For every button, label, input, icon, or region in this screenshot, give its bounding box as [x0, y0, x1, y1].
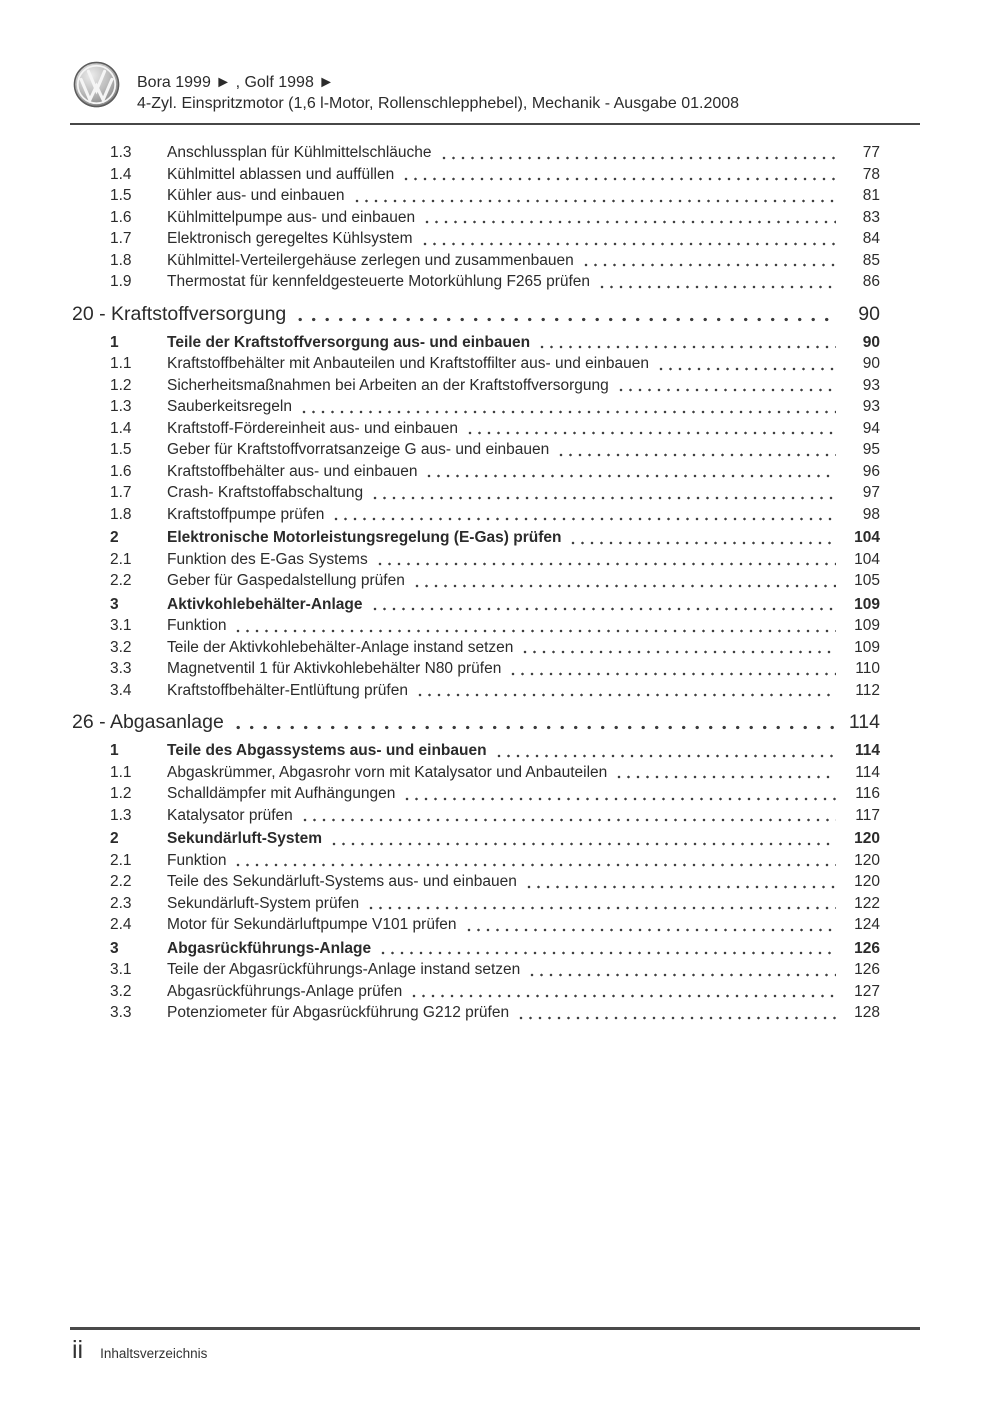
entry-page-number: 117: [855, 806, 880, 824]
dot-leader: [571, 541, 836, 545]
entry-page-number: 114: [855, 763, 880, 781]
dot-leader: [404, 177, 836, 181]
toc-entry: [72, 594, 920, 616]
toc-entry: [72, 482, 920, 504]
entry-page-number: 104: [854, 550, 880, 568]
entry-title: Kraftstoffbehälter-Entlüftung prüfen: [167, 681, 408, 699]
entry-number: 1.2: [110, 785, 132, 802]
entry-page-number: 109: [854, 638, 880, 656]
toc-entry: [72, 207, 920, 229]
entry-number: 1.2: [110, 376, 132, 394]
entry-title: Thermostat für kennfeldgesteuerte Motorkühlung F265 prüfen: [167, 273, 591, 290]
dot-leader: [559, 453, 836, 457]
toc-entry: [72, 850, 920, 872]
chapter-title: 20 - Kraftstoffversorgung: [72, 302, 287, 325]
dot-leader: [236, 629, 836, 633]
toc-entry: [72, 893, 920, 915]
entry-number: 3: [110, 595, 119, 613]
dot-leader: [236, 863, 836, 867]
entry-page-number: 120: [854, 851, 880, 869]
dot-leader: [497, 754, 836, 758]
entry-title: Abgaskrümmer, Abgasrohr vorn mit Katalysator und Anbauteilen: [167, 763, 608, 781]
entry-page-number: 96: [862, 462, 880, 480]
entry-page-number: 95: [862, 441, 880, 458]
dot-leader: [540, 345, 836, 349]
dot-leader: [378, 562, 836, 566]
dot-leader: [412, 994, 836, 998]
entry-title: Schalldämpfer mit Aufhängungen: [167, 785, 396, 802]
footer-page-number: ii: [72, 1336, 84, 1364]
chapter-page-number: 114: [848, 711, 880, 733]
entry-page-number: 104: [854, 529, 880, 546]
toc-entry: [72, 142, 920, 164]
entry-number: 1.1: [110, 355, 132, 372]
toc-entry: [72, 805, 920, 827]
entry-title: Kraftstoffbehälter aus- und einbauen: [167, 462, 418, 480]
entry-title: Abgasrückführungs-Anlage prüfen: [167, 982, 403, 1000]
dot-leader: [468, 431, 836, 435]
toc-entry: [72, 615, 920, 637]
entry-number: 1.1: [110, 763, 132, 781]
toc-entry: [72, 332, 920, 354]
entry-number: 3.1: [110, 617, 132, 634]
toc-chapter-heading: [72, 709, 920, 735]
entry-title: Abgasrückführungs-Anlage: [167, 939, 372, 957]
entry-number: 1.6: [110, 208, 132, 226]
entry-title: Kühlmittel ablassen und auffüllen: [167, 165, 395, 183]
toc-entry: [72, 740, 920, 762]
entry-page-number: 109: [854, 617, 880, 634]
entry-number: 1.7: [110, 230, 132, 247]
dot-leader: [373, 496, 836, 500]
toc-entry: [72, 828, 920, 850]
dot-leader: [617, 775, 836, 779]
dot-leader: [584, 263, 836, 267]
entry-page-number: 109: [854, 595, 880, 613]
entry-title: Teile des Abgassystems aus- und einbauen: [167, 742, 487, 759]
entry-page-number: 97: [862, 484, 880, 501]
entry-title: Kühlmittelpumpe aus- und einbauen: [167, 208, 416, 226]
entry-title: Magnetventil 1 für Aktivkohlebehälter N80 prüfen: [167, 660, 502, 677]
entry-title: Teile des Sekundärluft-Systems aus- und einbauen: [167, 873, 517, 890]
entry-number: 1: [110, 333, 119, 351]
entry-title: Kühler aus- und einbauen: [167, 187, 345, 204]
entry-number: 2.4: [110, 916, 132, 933]
entry-page-number: 85: [862, 251, 880, 269]
entry-number: 2: [110, 529, 119, 546]
entry-page-number: 93: [862, 376, 880, 394]
entry-title: Potenziometer für Abgasrückführung G212 prüfen: [167, 1004, 510, 1021]
footer-divider: [70, 1327, 920, 1330]
entry-number: 3.3: [110, 1004, 132, 1021]
entry-number: 2: [110, 830, 119, 847]
entry-page-number: 83: [862, 208, 880, 226]
entry-page-number: 94: [862, 419, 880, 437]
toc-entry: [72, 959, 920, 981]
dot-leader: [467, 928, 836, 932]
entry-title: Motor für Sekundärluftpumpe V101 prüfen: [167, 916, 457, 933]
dot-leader: [303, 818, 836, 822]
dot-leader: [425, 220, 836, 224]
entry-number: 1.3: [110, 806, 132, 824]
vw-logo-icon: [73, 61, 120, 108]
entry-page-number: 90: [862, 355, 880, 372]
entry-title: Sekundärluft-System prüfen: [167, 894, 360, 912]
chapter-page-number: 90: [858, 302, 880, 325]
entry-page-number: 120: [854, 873, 880, 890]
entry-title: Kühlmittel-Verteilergehäuse zerlegen und zusammenbauen: [167, 251, 574, 269]
toc-chapter-heading: [72, 301, 920, 327]
dot-leader: [523, 650, 836, 654]
toc-entry: [72, 375, 920, 397]
toc-entry: [72, 762, 920, 784]
dot-leader: [405, 797, 836, 801]
entry-title: Funktion: [167, 851, 227, 869]
toc-entry: [72, 396, 920, 418]
entry-title: Kraftstoff-Fördereinheit aus- und einbauen: [167, 419, 458, 437]
dot-leader: [442, 156, 837, 160]
entry-page-number: 126: [854, 961, 880, 978]
footer-section-label: Inhaltsverzeichnis: [100, 1346, 208, 1361]
entry-page-number: 93: [862, 398, 880, 415]
dot-leader: [519, 1016, 836, 1020]
entry-number: 3.2: [110, 982, 132, 1000]
dot-leader: [302, 410, 836, 414]
entry-number: 2.2: [110, 572, 132, 589]
dot-leader: [298, 317, 838, 322]
entry-page-number: 78: [862, 165, 880, 183]
entry-page-number: 114: [854, 742, 880, 759]
entry-number: 1.3: [110, 144, 132, 161]
entry-number: 1.5: [110, 441, 132, 458]
toc-entry: [72, 353, 920, 375]
toc-entry: [72, 549, 920, 571]
dot-leader: [236, 725, 838, 730]
toc-entry: [72, 271, 920, 293]
entry-title: Teile der Abgasrückführungs-Anlage instand setzen: [167, 961, 521, 978]
entry-number: 1.6: [110, 462, 132, 480]
entry-number: 2.1: [110, 851, 132, 869]
toc-entry: [72, 914, 920, 936]
dot-leader: [381, 951, 836, 955]
entry-page-number: 98: [862, 505, 880, 523]
entry-title: Aktivkohlebehälter-Anlage: [167, 595, 363, 613]
toc-entry: [72, 938, 920, 960]
entry-page-number: 126: [854, 939, 880, 957]
entry-title: Teile der Aktivkohlebehälter-Anlage instand setzen: [167, 638, 514, 656]
entry-title: Funktion: [167, 617, 227, 634]
entry-title: Sekundärluft-System: [167, 830, 323, 847]
dot-leader: [332, 842, 836, 846]
header-model-line: Bora 1999 ► , Golf 1998 ►: [137, 74, 335, 91]
entry-number: 2.2: [110, 873, 132, 890]
entry-title: Elektronisch geregeltes Kühlsystem: [167, 230, 413, 247]
toc-entry: [72, 461, 920, 483]
header-subtitle: 4-Zyl. Einspritzmotor (1,6 l-Motor, Rollenschlepphebel), Mechanik - Ausgabe 01.2008: [137, 95, 740, 112]
entry-number: 1.8: [110, 251, 132, 269]
entry-page-number: 81: [862, 187, 880, 204]
entry-title: Geber für Gaspedalstellung prüfen: [167, 572, 405, 589]
dot-leader: [527, 885, 836, 889]
entry-page-number: 122: [854, 894, 880, 912]
entry-number: 2.3: [110, 894, 132, 912]
toc-entry: [72, 637, 920, 659]
entry-number: 3.1: [110, 961, 132, 978]
entry-number: 1.3: [110, 398, 132, 415]
toc-entry: [72, 504, 920, 526]
entry-number: 1.4: [110, 165, 132, 183]
entry-page-number: 112: [855, 681, 880, 699]
dot-leader: [530, 973, 836, 977]
dot-leader: [415, 584, 836, 588]
chapter-title: 26 - Abgasanlage: [72, 711, 224, 733]
dot-leader: [659, 367, 836, 371]
toc-entry: [72, 439, 920, 461]
entry-number: 2.1: [110, 550, 132, 568]
dot-leader: [427, 474, 836, 478]
dot-leader: [600, 285, 836, 289]
entry-page-number: 116: [855, 785, 880, 802]
entry-number: 1.7: [110, 484, 132, 501]
dot-leader: [355, 199, 836, 203]
entry-title: Elektronische Motorleistungsregelung (E-Gas) prüfen: [167, 529, 562, 546]
header-divider: [70, 123, 920, 125]
entry-title: Anschlussplan für Kühlmittelschläuche: [167, 144, 432, 161]
toc-entry: [72, 871, 920, 893]
toc-entry: [72, 250, 920, 272]
entry-number: 3.2: [110, 638, 132, 656]
toc-entry: [72, 658, 920, 680]
entry-number: 1: [110, 742, 119, 759]
entry-title: Sauberkeitsregeln: [167, 398, 292, 415]
dot-leader: [369, 906, 836, 910]
toc-entry: [72, 164, 920, 186]
page-footer: [72, 1337, 207, 1364]
entry-page-number: 128: [854, 1004, 880, 1021]
page-header: [72, 58, 920, 115]
entry-page-number: 110: [855, 660, 880, 677]
dot-leader: [423, 242, 836, 246]
toc: [72, 142, 920, 1024]
toc-entry: [72, 527, 920, 549]
toc-entry: [72, 783, 920, 805]
entry-title: Sicherheitsmaßnahmen bei Arbeiten an der Kraftstoffversorgung: [167, 376, 609, 394]
entry-page-number: 84: [862, 230, 880, 247]
entry-title: Kraftstoffpumpe prüfen: [167, 505, 325, 523]
toc-entry: [72, 570, 920, 592]
entry-number: 3.4: [110, 681, 132, 699]
entry-page-number: 127: [854, 982, 880, 1000]
toc-entry: [72, 418, 920, 440]
toc-entry: [72, 228, 920, 250]
entry-number: 1.4: [110, 419, 132, 437]
entry-title: Crash- Kraftstoffabschaltung: [167, 484, 364, 501]
entry-number: 3: [110, 939, 119, 957]
entry-number: 3.3: [110, 660, 132, 677]
entry-title: Funktion des E-Gas Systems: [167, 550, 368, 568]
entry-page-number: 77: [862, 144, 880, 161]
toc-entry: [72, 1002, 920, 1024]
toc-entry: [72, 185, 920, 207]
entry-number: 1.9: [110, 273, 132, 290]
toc-entry: [72, 680, 920, 702]
entry-number: 1.5: [110, 187, 132, 204]
entry-page-number: 105: [854, 572, 880, 589]
toc-entry: [72, 981, 920, 1003]
dot-leader: [418, 693, 836, 697]
dot-leader: [334, 517, 836, 521]
entry-number: 1.8: [110, 505, 132, 523]
entry-title: Teile der Kraftstoffversorgung aus- und einbauen: [167, 333, 531, 351]
dot-leader: [619, 388, 836, 392]
entry-title: Kraftstoffbehälter mit Anbauteilen und Kraftstoffilter aus- und einbauen: [167, 355, 649, 372]
entry-title: Geber für Kraftstoffvorratsanzeige G aus- und einbauen: [167, 441, 550, 458]
entry-page-number: 124: [854, 916, 880, 933]
dot-leader: [373, 607, 836, 611]
entry-title: Katalysator prüfen: [167, 806, 293, 824]
entry-page-number: 90: [862, 333, 880, 351]
dot-leader: [511, 672, 836, 676]
entry-page-number: 120: [854, 830, 880, 847]
entry-page-number: 86: [862, 273, 880, 290]
